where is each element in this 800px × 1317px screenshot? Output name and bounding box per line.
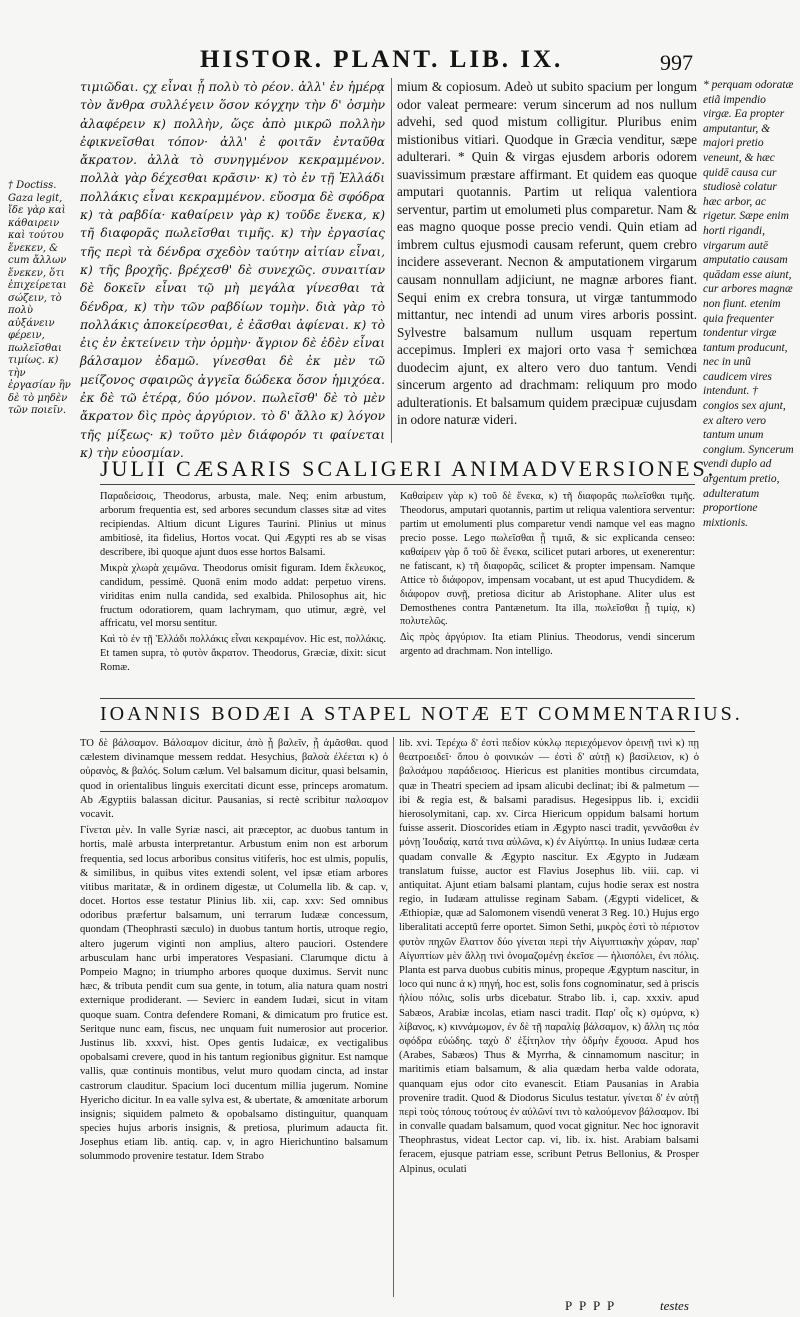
commentary-paragraph: TO δὲ βάλσαμον. Βάλσαμον dicitur, ἀπὸ ᾗ βαλεῖν, ᾗ ἀμᾶσθαι. quod cælestem divinamque messem reddat. Hesychius, βαλσὰ ἐλέεται κ) ὁ οὐρανὸς, & βαλός. Solum cælum. Vel balsamum dicitur, quasi belsamin, quod in orientalibus linguis exercitati dicunt esse, princeps aromatum. Ab Ægyptiis balassan dicitur. Pausanias, si rectè scribitur παλσαμον vocavit.	[80, 738, 388, 820]
scaliger-heading: JULII CÆSARIS SCALIGERI ANIMADVERSIONES.	[100, 456, 717, 481]
scaliger-note: Καὶ τὸ ἐν τῇ Ἑλλάδι πολλάκις εἶναι κεκραμένον. Hic est, πολλάκις. Et tamen supra, τὸ φυτὸν ἄκρατον. Theodorus, Græciæ, dixit: sicut Romæ.	[100, 634, 386, 674]
bodaeus-right-column	[399, 737, 699, 1179]
latin-margin-note: * perquam odoratæ etiã impendio virgæ. Ea propter amputantur, & majori pretio veneunt, & hæc quidē causa cur studiosè colatur hæc arbor, ac rigetur. Sæpe enim horti rigandi, virgarum autē amputatio causam quādam esse aiunt, cur arbores magnæ non fiunt. etenim quia frequenter tondentur virgæ tantum producunt, nec in unũ caudicem vires intendunt. † congios sex ajunt, ex altero vero tantum unum congium. Syncerum vendi duplo ad argentum pretio, adulteratum proportione mixtionis.	[703, 79, 794, 529]
heading-rule	[100, 698, 695, 699]
running-header: HISTOR. PLANT. LIB. IX.	[200, 46, 564, 73]
greek-margin-note: † Doctiss. Gaza legit, ἴδε γὰρ καὶ κάθαιρειν καὶ τούτου ἕνεκεν, & cum ἄλλων ἕνεκεν, ὅτι ἐπιχείρεται σώζειν, τὸ πολὺ αὐξάνειν φέρειν, πωλεῖσθαι τιμίως. κ) τὴν ἐργασίαν ἣν δὲ τὸ μηδὲν τῶν ποιεῖν.	[8, 180, 71, 416]
scaliger-left-column	[100, 490, 386, 677]
bodaeus-left-column	[80, 737, 388, 1167]
signature-mark: P P P P	[565, 1298, 617, 1313]
commentary-paragraph: lib. xvi. Τερέχω δ' ἐστὶ πεδίον κύκλῳ περιεχόμενον ὀρεινῇ τινὶ κ) πῃ θεατροειδεῖ· ὅπου ὁ φοινικών — ἐστὶ δ' αὐτῇ κ) βασίλειον, κ) ὁ βαλσάμου παράδεισος. Hiericus est planities montibus circumdata, quæ in Theatri speciem ad ipsam alicubi declinat; ibi & palmetum — ibi & regia est, & balsami paradisus. Hegesippus lib. i, excidii hierosolymitani, cap. xv. Circa Hiericum oppidum balsami hortum fuisse asserit. Dioscorides etiam in Ægypto nasci tradit, γεννᾶσθαι ἐν μόνῃ Ἰουδαίᾳ, κατά τινα αὐλῶνα, κ) ἐν Αἰγύπτῳ. In unius Iudææ certa quadam convalle & Ægypto nascitur. Ex Ægypto in Judæam translatum fuisse, auctor est Flavius Josephus lib. viii. cap. vi antiquitat. Ajunt etiam balsami plantam, cujus hodie serax est nostra regio, in Iudæam attulisse reginam Sabam. (Ægypti videlicet, & Æthiopiæ, quæ ad Salomonem visendū venerat 3 Reg. 10.) Hujus ergo liberalitati acceptū ferre oportet. Simon Sethi, μικρὸς ἐστὶ τὸ πέριστον φυτὸν πηχῶν ἔλαττον δύο γίνεται περὶ τὴν Αἰγυπτιακὴν χώραν, παρ' Αἰγυπτίων μὲν ἄλλῃ τινὶ ὀνομαζομένῃ ἐκεῖσε — ἡλιοπόλει, ἐνι πόλις. Planta est parva duobus cubitis minus, propeque Ægyptum nascitur, in loco qui nunc ἀ κ) πηγή, hoc est, solis fons cognominatur, sed à priscis ἡλίου πόλις, solis urbs dicebatur. Strabo lib. i, cap. xxxiv. apud Sabæos, Arabiæ incolas, etiam nasci tradit. Παρ' οἷς κ) σμύρνα, κ) λίβανος, κ) κιννάμωμον, ἐν δὲ τῇ παραλίᾳ βάλσαμον, κ) ἄλλη τις πόα σφόδρα εὐώδης. ταχὺ δ' ἐξίτηλον τὴν ὀδμὴν ἔχουσα. Apud hos (Arabes, Sabæos) Thus & Myrrha, & cinnamomum nascitur; in maritimis etiam balsamum, & alia quædam herba valde odorata, quanquam ejus odor cito evanescit. Etiam Pausanias in Arabia provenire tradit. Quod & Diodorus Siculus testatur. γίνεται δ' ἐν αὐτῇ περὶ τοὺς τόπους τούτους ἐν αὐλῶνί τινι τὸ καλούμενον βάλσαμον. Ibi in convalle quadam balsamum, quod vocat gignitur. Nec hoc ignoravit Theophrastus, videat Lector cap. vi, lib. ix. hist. Arabiam balsami feracem, ejusque patriam esse, scribunt Petrus Bellonius, & Prosper Alpinus, oculati	[399, 738, 699, 1175]
scaliger-note: Καθαίρειν γὰρ κ) τοῦ δὲ ἕνεκα, κ) τῆ διαφορᾶς πωλεῖσθαι τιμῆς. Theodorus, amputari quotannis, partim ut reliqua valentiora serventur: partim ut emolumenti plus comparetur vendi namque vel eas magno precio posse. Lego πωλεῖσθαι ᾗ τιμιᾶ, & sic explicanda censeo: καθαίρειν γὰρ ὅ τοῦ δὲ ἕνεκα, scilicet putari arbores, ut exenerentur: ne fatiscant, κ) τῆ διαφορᾶς, scilicet & propter impensam. Namque Attice τὸ διάφορον, impensam vocabant, ut est apud Thucydidem. & διάφορον συνῇ, pretiosa dicitur ab Aristophane. Aliter ulus est Demosthenes contra Pantænetum. Ita illa, πωλεῖσθαι ᾗ τιμίᾳ, κ) πολυτελῶς.	[400, 491, 695, 628]
heading-rule	[100, 731, 695, 732]
heading-rule	[100, 484, 695, 485]
scaliger-note: Μικρὰ χλωρὰ χειμῶνα. Theodorus omisit figuram. Idem ἔκλευκος, candidum, pessimè. Quonā enim modo addat: perpetuo virens. viriditas enim nulla candida, sed exalbida. Philosophus ait, hic fructum odoratiorem, quam lachrymam, quo utimur, ægrè, vel affricatu, vel morsu sentitur.	[100, 562, 386, 630]
scaliger-right-column	[400, 490, 695, 661]
page-number: 997	[660, 50, 693, 75]
commentary-paragraph: Γίνεται μὲν. In valle Syriæ nasci, ait præceptor, ac duobus tantum in hortis, malè arbusta interpretantur. Arbustum enim non est arborum frequentia, sed locus arboribus consitus vitiferis, hoc est ulmis, populis, & similibus, in quibus vites extendi solent, vel ipsæ etiam arbores vitibus maritatæ, & in ordinem digestæ, ut Columella lib. & cap. v, docet. Hortos esse testatur Plinius lib. xii, cap. xxv: Sed omnibus odoribus præfertur balsamum, uni terrarum Iudææ concessum, quondam (Theophrasti sæculo) in duobus tantum hortis, utroque regio, altero jugerum viginti non amplius, altero pauciori. Ostendere arbusculam hanc urbi imperatores Vespasiani. Clarumque dictu à Pompeio Magno; in triumpho arbores quoque duximus. Servit nunc hæc, & tributa pendit cum sua gente, in totum, alia natura quam nostri externique prodiderant. — Sevierc in eandem Iudæi, sicut in vitam quoque suam. Contra defendere Romani, & dimicatum pro frutice est. Seritque nunc eam, fiscus, nec unquam fuit numerosior aut procerior. Justinus lib. xxxvi, hist. Opes gentis Iudaicæ, ex vectigalibus opobalsami crevere, quod in his tantum regionibus gignitur. Est namque vallis, quæ continuis montibus, velut muro quodam cincta, ad instar castrorum clauditur. Spacium loci ducentum millia jugerum. Nomine Hyericho dicitur. In ea valle sylva est, & ubertate, & amœnitate arborum insignis; siquidem palmeto & opobalsamo distinguitur, quanquam species hujus arboris insignis, & pretiosa, plurimum adaucta fit. Josephus etiam lib. antiq. cap. v, in agro Hierichuntino balsamum solummodo provenire testatur. Idem Strabo	[80, 825, 388, 1163]
scaliger-note: Δὶς πρὸς ἀργύριον. Ita etiam Plinius. Theodorus, vendi sincerum argento ad drachmam. Non intelligo.	[400, 632, 695, 658]
column-divider	[393, 737, 394, 1297]
bodaeus-heading: IOANNIS BODÆI A STAPEL NOTÆ ET COMMENTARIUS.	[100, 703, 743, 725]
greek-text-column: τιμιῶδαι. ςχ εἶναι ᾗ πολὺ τὸ ρέον. ἀλλ' ἐν ἡμέρᾳ τὸν ἄνθρα συλλέγειν ὅσον κόγχην τὴν δ' ὀσμὴν ἀλαφέρειν κ) πολλὴν, ὥςε ἀπὸ μικρῶ πολλὴν ἐφικνεῖσθαι τόπον· ἀλλ' ἐ φοιτᾶν ἐνταῦθα ἄκρατον. ἀλλὰ τὸ συνηγμένον κεκραμμένον. πολλὰ γὰρ δέχεσθαι κρᾶσιν· κ) τὸ ἐν τῇ Ἑλλάδι πολλάκις εἶναι κεκραμμένον. εὔοσμα δὲ σφόδρα κ) τὰ ραβδία· καθαίρειν γὰρ κ) τοῦδε ἕνεκα, κ) τῆ διαφορᾶς πωλεῖσθαι τιμῆς. κ) τὴν ἐργασίας τῆς περὶ τὰ δένδρα σχεδὸν ταύτην αἰτίαν εἶναι, κ) τῆς βροχῆς. βρέχεσθ' δὲ συνεχῶς. συναιτίαν δὲ δοκεῖν εἶναι τῷ μὴ μεγάλα γίνεσθαι τὰ δένδρα, κ) τὴν τῶν ραβδίων τομὴν. διὰ γὰρ τὸ πολλάκις ἀποκείρεσθαι, ἐ ἐᾶσθαι ἀφίεναι. κ) τὸ ἐις ἐν ἐκτείνειν τὴν ὁρμὴν· ἄγριον δὲ ἐδὲν εἶναι βάλσαμον ἐδαμῶ. γίνεσθαι δὲ ἐκ μὲν τῶ μείζονος σφαιρῶς ἀγγεῖα δώδεκα ὅσον ἡμιχόεα. ἐκ δὲ τῶ ἑτέρᾳ, δύο μόνον. πωλεῖσθ' δὲ τὸ μὲν ἄκρατον δὶς πρὸς ἀργύριον. τὸ δ' ἄλλο κ) λόγον τῆς μίξεως· κ) τοῦτο μὲν διάφορόν τι φαίνεται κ) τὴν εὐοσμίαν.	[80, 80, 385, 460]
catchword: testes	[660, 1298, 689, 1313]
scaliger-note: Παραδείσοις, Theodorus, arbusta, male. Neq; enim arbustum, arborum frequentia est, sed arbores secundum classes sitæ ad vites recipiendas. Altium dicunt Ligures Taurini. Plinius ut minus ambitiosè, ita fidelius, Hortos vocat. Qui Ægypti res ab se visas describere, ibi quoque ajunt duos esse hortos Balsami.	[100, 491, 386, 558]
column-divider	[391, 78, 392, 443]
latin-translation-column: mium & copiosum. Adeò ut subito spacium per longum odor valeat permeare: verum sincerum ad nos nullum advehi, sed quod mistum colligitur. Pluribus enim mistionibus vitiari. Quodque in Græcia venditur, sæpe adulterari. * Quin & virgas ejusdem arboris odorem suavissimum præstare affirmant. Et quidem eas quoque amputari quotannis. Partim ut reliqua valentiora serventur, partim ut emolumeti plus comparetur. Nam & eas magno quoque posse precio vendi. Quin etiam ad imbrem cultus ejusmodi causam referunt, quem crebro incidere asseverant. Necnon & amputationem virgarum causam nonnullam adjiciunt, ne magnæ arbores fiant. Sequi enim ex crebra tonsura, ut virgæ tantummodo mittantur, nec intendi ad unum vires arboris possint. Sylvestre balsamum nullum usquam repertum accepimus. Impleri ex majori orto vasa † semichœa duodecim ajunt, ex altero vero duo tantum. Vendi sincerum argento ad drachmam: reliquum pro modo adulterationis. Et balsamum quidem præcipuæ cujusdam in odore naturæ videri.	[397, 79, 697, 428]
